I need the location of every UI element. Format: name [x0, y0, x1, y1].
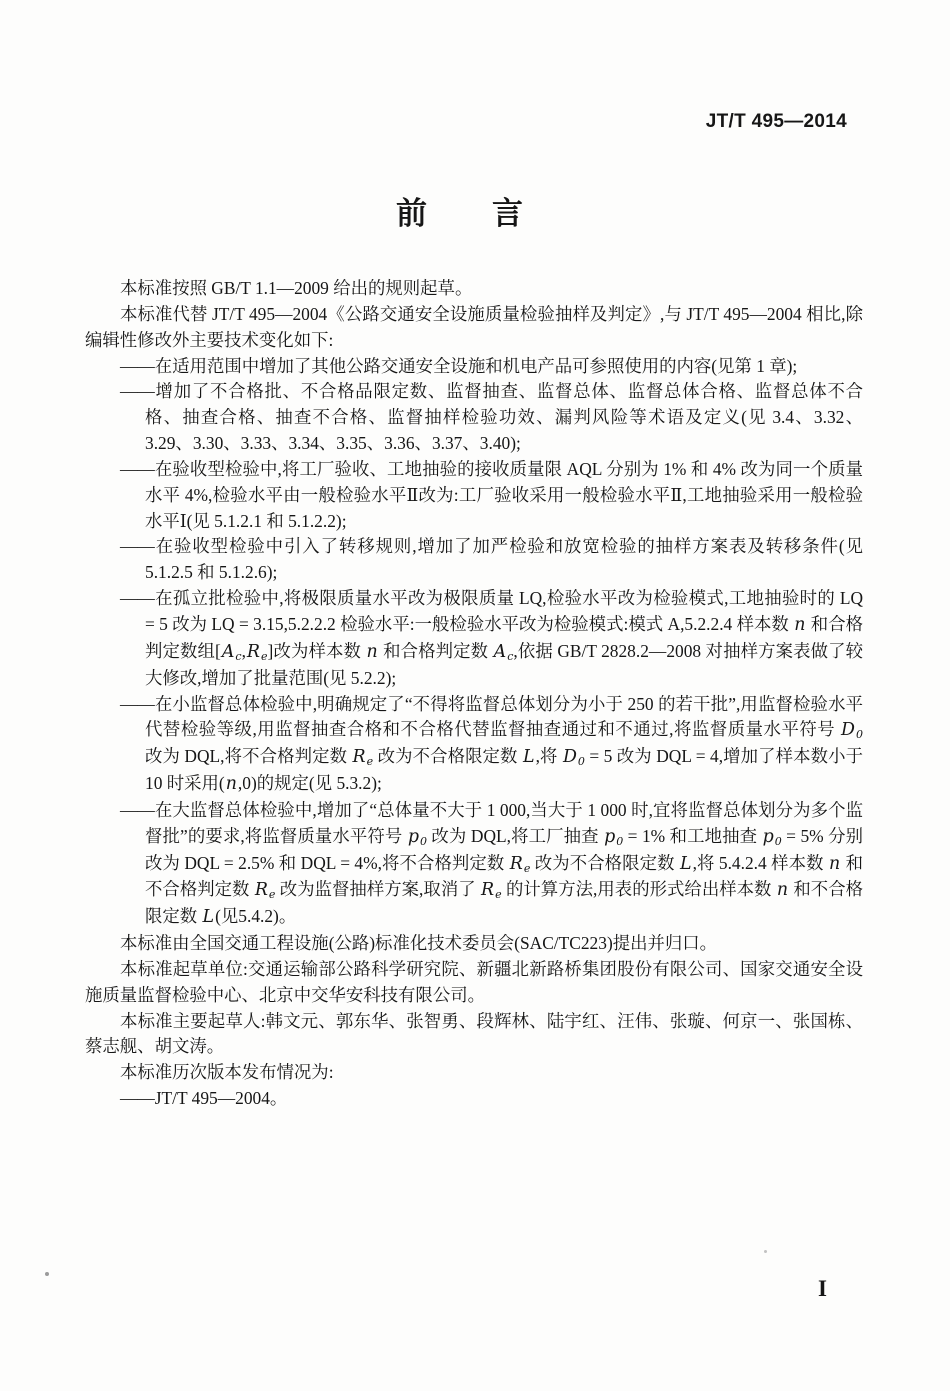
change-item: ——在小监督总体检验中,明确规定了“不得将监督总体划分为小于 250 的若干批”,用监督检验水平代替检验等级,用监督抽查合格和不合格代替监督抽查通过和不通过,将监督质量水平符号 $D_0$ 改为 DQL,将不合格判定数 $R_e$ 改为不合格限定数 L,将 $D_0 = 5$ 改为 DQL = 4,增加了样本数小于 10 时采用(n,0)的规定(见 5.3.2); [120, 693, 863, 795]
paragraph: 本标准主要起草人:韩文元、郭东华、张智勇、段辉林、陆宇红、汪伟、张璇、何京一、张国栋、蔡志舰、胡文涛。 [85, 1010, 863, 1057]
standard-number: JT/T 495—2014 [705, 111, 847, 132]
change-item: ——JT/T 495—2004。 [120, 1088, 288, 1109]
paragraph: 本标准由全国交通工程设施(公路)标准化技术委员会(SAC/TC223)提出并归口。 [120, 933, 718, 954]
document-body [85, 276, 863, 1112]
paragraph: 本标准按照 GB/T 1.1—2009 给出的规则起草。 [120, 278, 473, 298]
change-item: ——增加了不合格批、不合格品限定数、监督抽查、监督总体、监督总体合格、监督总体不合格、抽查合格、抽查不合格、监督抽样检验功效、漏判风险等术语及定义(见 3.4、3.32、3.29、3.30、3.33、3.34、3.35、3.36、3.37、3.40); [120, 381, 863, 454]
paragraph: 本标准历次版本发布情况为: [120, 1062, 334, 1083]
change-item: ——在适用范围中增加了其他公路交通安全设施和机电产品可参照使用的内容(见第 1 章); [120, 355, 798, 376]
paragraph: 本标准代替 JT/T 495—2004《公路交通安全设施质量检验抽样及判定》,与 JT/T 495—2004 相比,除编辑性修改外主要技术变化如下: [85, 303, 863, 350]
change-item: ——在验收型检验中,将工厂验收、工地抽验的接收质量限 AQL 分别为 1% 和 4% 改为同一个质量水平 4%,检验水平由一般检验水平Ⅱ改为:工厂验收采用一般检验水平Ⅱ,工地抽验采用一般检验水平Ⅰ(见 5.1.2.1 和 5.1.2.2); [120, 458, 863, 531]
change-item: ——在孤立批检验中,将极限质量水平改为极限质量 LQ,检验水平改为检验模式,工地抽验时的 LQ = 5 改为 LQ = 3.15,5.2.2.2 检验水平:一般检验水平改为检验模式:模式 A,5.2.2.4 样本数 n 和合格判定数组$[A_c,R_e]$改为样本数 n 和合格判定数 $A_c$,依据 GB/T 2828.2—2008 对抽样方案表做了较大修改,增加了批量范围(见 5.2.2); [120, 588, 864, 688]
scan-speck [45, 1272, 49, 1276]
change-item: ——在验收型检验中引入了转移规则,增加了加严检验和放宽检验的抽样方案表及转移条件(见 5.1.2.5 和 5.1.2.6); [120, 536, 863, 583]
paragraph: 本标准起草单位:交通运输部公路科学研究院、新疆北新路桥集团股份有限公司、国家交通安全设施质量监督检验中心、北京中交华安科技有限公司。 [85, 958, 863, 1005]
page-title: 前 言 [396, 196, 524, 231]
change-item: ——在大监督总体检验中,增加了“总体量不大于 1 000,当大于 1 000 时,宜将监督总体划分为多个监督批”的要求,将监督质量水平符号 $p_0$ 改为 DQL,将工厂抽查 $p_0 = 1\%$ 和工地抽查 $p_0 = 5\%$ 分别改为 DQL = 2.5% 和 DQL = 4%,将不合格判定数 $R_e$ 改为不合格限定数 L,将 5.4.2.4 样本数 n 和不合格判定数 $R_e$ 改为监督抽样方案,取消了 $R_e$ 的计算方法,用表的形式给出样本数 n 和不合格限定数 L(见5.4.2)。 [120, 799, 864, 928]
page-number: I [818, 1276, 827, 1301]
scan-speck [764, 1250, 767, 1253]
